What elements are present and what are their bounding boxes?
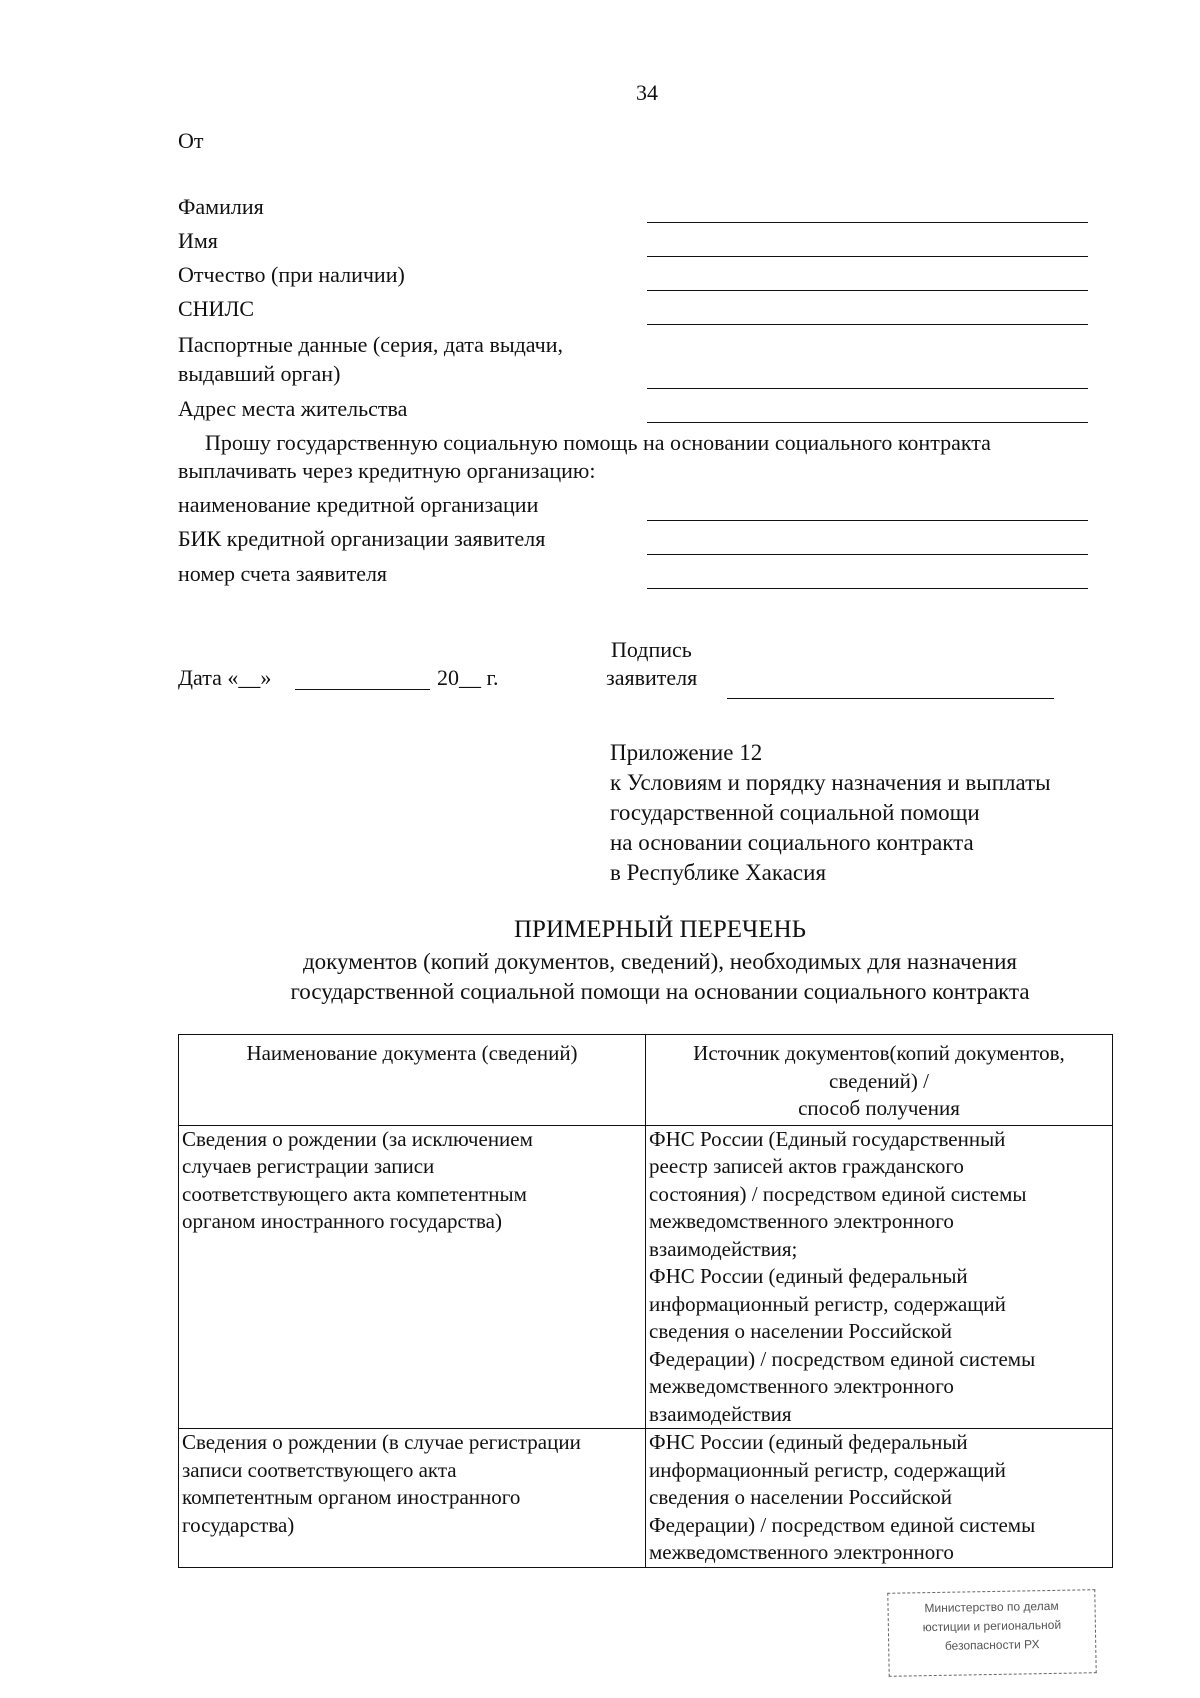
table-header-source	[646, 1035, 1113, 1126]
field-line-snils[interactable]	[647, 324, 1088, 325]
bank-line-name[interactable]	[647, 520, 1088, 521]
document-subtitle-line2: государственной социальной помощи на основании социального контракта	[290, 979, 1030, 1004]
cell-line: соответствующего акта компетентным	[182, 1181, 527, 1206]
cell-line: компетентным органом иностранного	[182, 1485, 521, 1509]
cell-line: случаев регистрации записи	[182, 1154, 435, 1178]
table-header-source-line2: сведений) /	[829, 1068, 929, 1093]
cell-line: записи соответствующего акта	[182, 1457, 457, 1482]
request-text-line1: Прошу государственную социальную помощь на основании социального контракта	[205, 430, 991, 455]
appendix-line1: Приложение 12	[610, 740, 763, 765]
cell-line: сведения о населении Российской	[649, 1319, 953, 1343]
cell-line: сведения о населении Российской	[649, 1485, 953, 1509]
field-line-passport[interactable]	[647, 388, 1088, 389]
appendix-line4: на основании социального контракта	[610, 830, 974, 855]
cell-line: Сведения о рождении (в случае регистрации	[182, 1430, 581, 1454]
signature-label-line2: заявителя	[606, 665, 698, 690]
cell-line: взаимодействия;	[649, 1236, 798, 1261]
cell-line: межведомственного электронного	[649, 1209, 954, 1233]
table-row	[179, 1429, 1113, 1568]
from-label: От	[178, 128, 204, 153]
cell-line: государства)	[182, 1512, 295, 1537]
cell-line: органом иностранного государства)	[182, 1209, 502, 1233]
appendix-line3: государственной социальной помощи	[610, 800, 980, 825]
date-month-line[interactable]	[295, 689, 430, 690]
appendix-line2: к Условиям и порядку назначения и выплаты	[610, 770, 1051, 795]
cell-line: ФНС России (Единый государственный	[649, 1126, 1006, 1151]
appendix-block	[610, 738, 1051, 888]
table-cell-document-name	[179, 1125, 646, 1429]
field-label-name: Имя	[178, 228, 218, 253]
bank-line-account[interactable]	[647, 588, 1088, 589]
cell-line: ФНС России (единый федеральный	[649, 1430, 968, 1454]
appendix-line5: в Республике Хакасия	[610, 860, 827, 885]
bank-label-account: номер счета заявителя	[178, 561, 388, 586]
cell-line: взаимодействия	[649, 1401, 792, 1426]
cell-line: Федерации) / посредством единой системы	[649, 1512, 1036, 1537]
ministry-stamp	[887, 1589, 1096, 1677]
cell-line: межведомственного электронного	[649, 1374, 954, 1398]
table-header-source-line3: способ получения	[798, 1096, 960, 1120]
signature-label-line1: Подпись	[611, 637, 692, 662]
request-text-line2: выплачивать через кредитную организацию:	[178, 458, 596, 483]
bank-label-bik: БИК кредитной организации заявителя	[178, 526, 546, 551]
cell-line: Федерации) / посредством единой системы	[649, 1346, 1036, 1371]
field-label-passport-line2: выдавший орган)	[178, 361, 341, 386]
date-prefix: Дата «__»	[178, 665, 272, 690]
cell-line: межведомственного электронного	[649, 1540, 954, 1564]
cell-line: ФНС России (единый федеральный	[649, 1264, 968, 1288]
field-label-patronymic: Отчество (при наличии)	[178, 262, 405, 287]
documents-table	[178, 1034, 1113, 1568]
field-label-snils: СНИЛС	[178, 296, 255, 321]
stamp-line1: Министерство по делам	[924, 1598, 1059, 1616]
field-label-surname: Фамилия	[178, 194, 264, 219]
cell-line: информационный регистр, содержащий	[649, 1291, 1006, 1316]
stamp-line2: юстиции и региональной	[922, 1617, 1062, 1635]
field-line-surname[interactable]	[647, 222, 1088, 223]
field-line-address[interactable]	[647, 422, 1088, 423]
field-line-name[interactable]	[647, 256, 1088, 257]
cell-line: состояния) / посредством единой системы	[649, 1181, 1027, 1206]
bank-line-bik[interactable]	[647, 554, 1088, 555]
cell-line: информационный регистр, содержащий	[649, 1457, 1006, 1482]
document-title: ПРИМЕРНЫЙ ПЕРЕЧЕНЬ	[513, 916, 806, 943]
table-header-source-line1: Источник документов(копий документов,	[693, 1041, 1065, 1065]
table-row	[179, 1125, 1113, 1429]
cell-line: Сведения о рождении (за исключением	[182, 1126, 533, 1151]
table-cell-document-name	[179, 1429, 646, 1568]
table-cell-source	[646, 1429, 1113, 1568]
signature-line[interactable]	[727, 698, 1054, 699]
field-label-address: Адрес места жительства	[178, 396, 408, 421]
stamp-line3: безопасности РХ	[944, 1637, 1040, 1653]
field-line-patronymic[interactable]	[647, 290, 1088, 291]
page-number: 34	[636, 80, 658, 105]
table-header-row	[179, 1035, 1113, 1126]
cell-line: реестр записей актов гражданского	[649, 1154, 964, 1178]
field-label-passport-line1: Паспортные данные (серия, дата выдачи,	[178, 332, 564, 357]
document-subtitle-line1: документов (копий документов, сведений), необходимых для назначения	[302, 949, 1018, 974]
bank-label-name: наименование кредитной организации	[178, 492, 539, 517]
table-header-document-name: Наименование документа (сведений)	[179, 1035, 646, 1126]
table-cell-source	[646, 1125, 1113, 1429]
date-year: 20__ г.	[437, 665, 499, 690]
